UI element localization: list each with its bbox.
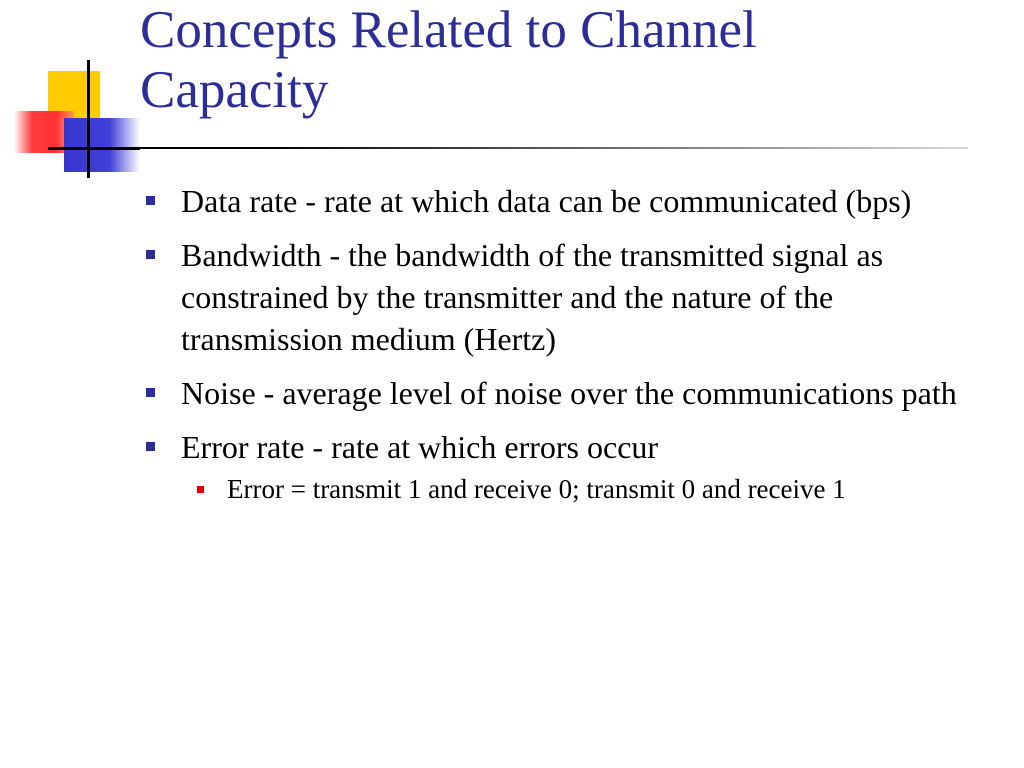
bullet-item-bandwidth: [145, 234, 1000, 360]
slide-title-line-1: Concepts Related to Channel: [140, 1, 757, 59]
bullet-square-icon: [146, 196, 155, 205]
bullet-text: Noise - average level of noise over the communications path: [181, 375, 957, 411]
bullet-item-data-rate: [145, 180, 1000, 222]
bullet-square-icon: [146, 250, 155, 259]
bullet-square-icon: [146, 388, 155, 397]
logo-vertical-line: [87, 60, 90, 178]
slide-title-line-2: Capacity: [140, 61, 329, 119]
bullet-list: [145, 180, 1000, 507]
slide-title: [140, 0, 1000, 120]
bullet-item-noise: [145, 372, 1000, 414]
sub-bullet-text: Error = transmit 1 and receive 0; transmit 0 and receive 1: [227, 474, 846, 504]
bullet-text: Bandwidth - the bandwidth of the transmitted signal as constrained by the transmitter and the nature of the transmission medium (Hertz): [181, 237, 884, 357]
sub-bullet-square-icon: [197, 486, 204, 493]
bullet-square-icon: [146, 442, 155, 451]
slide-logo: [0, 0, 160, 180]
title-divider: [88, 147, 968, 149]
bullet-item-error-rate: [145, 426, 1000, 468]
logo-blue-square: [64, 118, 140, 172]
bullet-text: Error rate - rate at which errors occur: [181, 429, 659, 465]
sub-bullet-item-error: [191, 472, 1000, 507]
bullet-text: Data rate - rate at which data can be communicated (bps): [181, 183, 912, 219]
